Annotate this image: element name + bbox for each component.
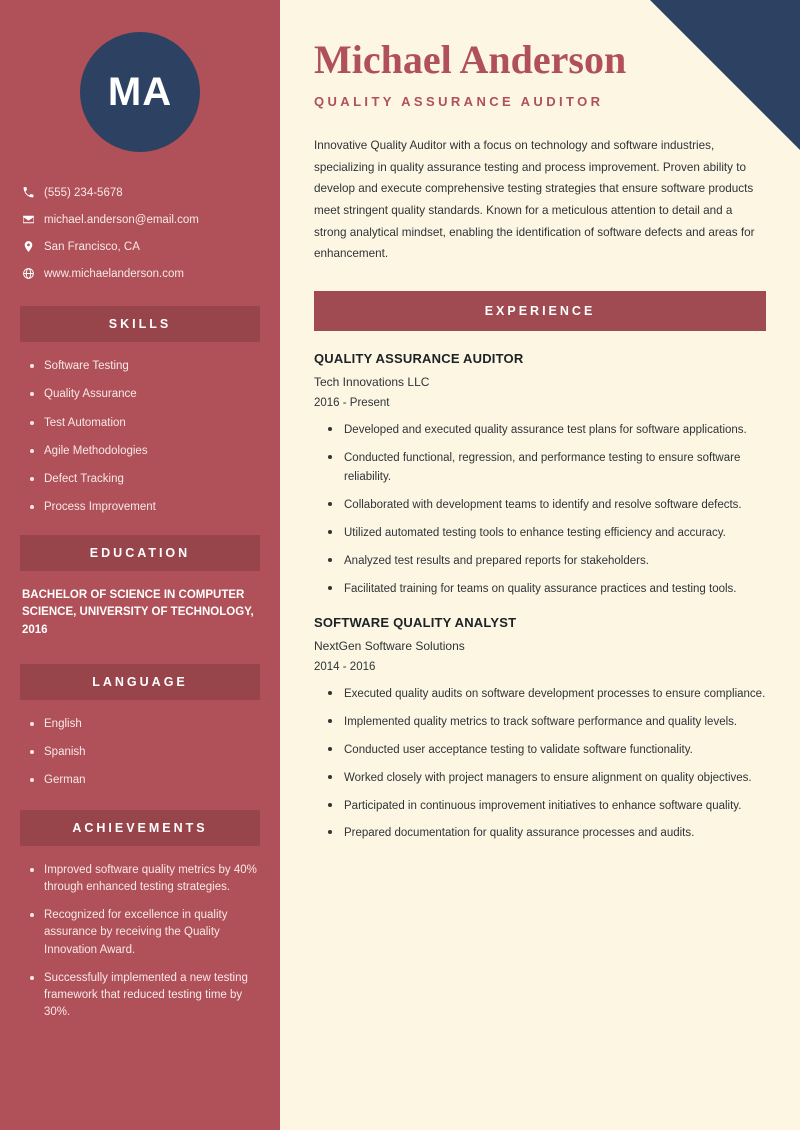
experience-entry	[314, 351, 766, 599]
contact-email[interactable]	[20, 213, 260, 226]
achievements-heading: ACHIEVEMENTS	[20, 810, 260, 846]
page-title: Michael Anderson	[314, 37, 627, 82]
experience-heading: EXPERIENCE	[314, 291, 766, 331]
avatar	[80, 32, 200, 152]
language-heading: LANGUAGE	[20, 664, 260, 700]
list-item: Analyzed test results and prepared reports for stakeholders.	[328, 552, 766, 571]
list-item: Utilized automated testing tools to enhance testing efficiency and accuracy.	[328, 524, 766, 543]
skills-heading: SKILLS	[20, 306, 260, 342]
list-item: Quality Assurance	[30, 386, 260, 403]
list-item: Worked closely with project managers to ensure alignment on quality objectives.	[328, 769, 766, 788]
list-item: Participated in continuous improvement initiatives to enhance software quality.	[328, 797, 766, 816]
job-company: Tech Innovations LLC	[314, 374, 430, 389]
experience-entry	[314, 615, 766, 844]
job-role-subtitle: QUALITY ASSURANCE AUDITOR	[314, 94, 604, 109]
list-item: Developed and executed quality assurance test plans for software applications.	[328, 421, 766, 440]
contact-phone[interactable]	[20, 186, 260, 199]
list-item: English	[30, 716, 260, 733]
list-item: Test Automation	[30, 415, 260, 432]
contact-website-text: www.michaelanderson.com	[44, 267, 184, 280]
list-item: Executed quality audits on software development processes to ensure compliance.	[328, 685, 766, 704]
job-bullets	[314, 421, 766, 599]
education-heading: EDUCATION	[20, 535, 260, 571]
job-title: SOFTWARE QUALITY ANALYST	[314, 614, 517, 630]
list-item: German	[30, 772, 260, 789]
avatar-initials: MA	[107, 69, 173, 114]
list-item: Implemented quality metrics to track software performance and quality levels.	[328, 713, 766, 732]
job-title: QUALITY ASSURANCE AUDITOR	[314, 350, 524, 366]
education-entry: BACHELOR OF SCIENCE IN COMPUTER SCIENCE, UNIVERSITY OF TECHNOLOGY, 2016	[22, 588, 254, 637]
location-pin-icon	[22, 240, 44, 253]
list-item: Conducted functional, regression, and performance testing to ensure software reliability.	[328, 449, 766, 487]
list-item: Conducted user acceptance testing to validate software functionality.	[328, 741, 766, 760]
list-item: Software Testing	[30, 358, 260, 375]
achievements-list	[20, 862, 260, 1022]
list-item: Defect Tracking	[30, 471, 260, 488]
contact-list	[20, 186, 260, 280]
list-item: Collaborated with development teams to identify and resolve software defects.	[328, 496, 766, 515]
list-item: Agile Methodologies	[30, 443, 260, 460]
language-list	[20, 716, 260, 790]
globe-icon	[22, 267, 44, 280]
phone-icon	[22, 186, 44, 199]
list-item: Prepared documentation for quality assurance processes and audits.	[328, 824, 766, 843]
main-content	[280, 0, 800, 1130]
contact-phone-text: (555) 234-5678	[44, 186, 123, 199]
job-company: NextGen Software Solutions	[314, 638, 465, 653]
contact-website[interactable]	[20, 267, 260, 280]
list-item: Facilitated training for teams on quality assurance practices and testing tools.	[328, 580, 766, 599]
job-bullets	[314, 685, 766, 844]
contact-location-text: San Francisco, CA	[44, 240, 140, 253]
sidebar	[0, 0, 280, 1130]
list-item: Process Improvement	[30, 499, 260, 516]
envelope-icon	[22, 213, 44, 226]
job-dates: 2014 - 2016	[314, 660, 376, 673]
list-item: Improved software quality metrics by 40% through enhanced testing strategies.	[30, 862, 260, 897]
list-item: Successfully implemented a new testing framework that reduced testing time by 30%.	[30, 970, 260, 1022]
skills-list	[20, 358, 260, 517]
job-dates: 2016 - Present	[314, 396, 390, 409]
contact-email-text: michael.anderson@email.com	[44, 213, 199, 226]
professional-summary: Innovative Quality Auditor with a focus on technology and software industries, specializing in quality assurance testing and process improvement. Proven ability to develop and execute comprehensive testing strategies that ensure software products meet stringent quality standards. Known for a meticulous attention to detail and a strong analytical mindset, enabling the identification of software defects and areas for enhancement.	[314, 139, 755, 261]
contact-location[interactable]	[20, 240, 260, 253]
list-item: Spanish	[30, 744, 260, 761]
list-item: Recognized for excellence in quality assurance by receiving the Quality Innovation Award.	[30, 907, 260, 959]
